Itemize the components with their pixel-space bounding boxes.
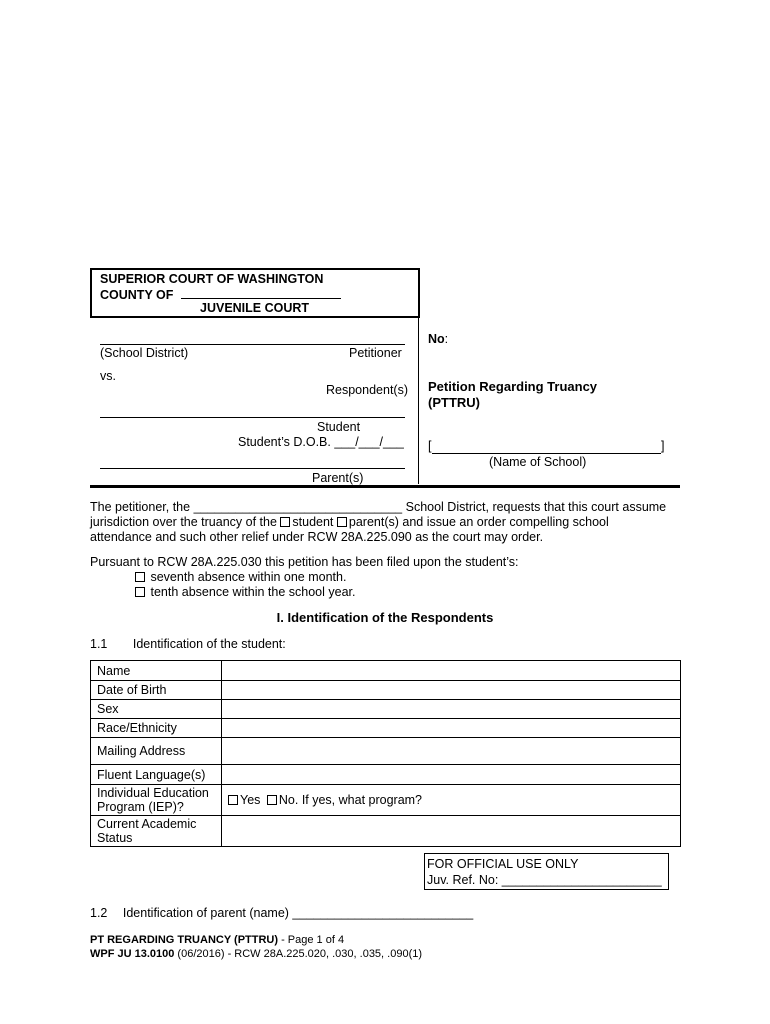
county-label-text: COUNTY OF: [100, 288, 174, 302]
school-name-label: (Name of School): [489, 455, 587, 469]
case-number-colon: :: [444, 332, 449, 346]
item-1-2-number: 1.2: [90, 906, 108, 920]
county-blank[interactable]: [181, 287, 341, 299]
row-label: Individual Education Program (IEP)?: [91, 785, 222, 816]
parents-checkbox[interactable]: [337, 517, 347, 527]
item-1-2-text[interactable]: Identification of parent (name) __________________________: [122, 906, 474, 920]
school-name-bracket-close: ]: [661, 439, 665, 453]
absence-paragraph: [90, 555, 690, 600]
race-field[interactable]: [222, 719, 681, 738]
iep-yes-label: Yes: [240, 793, 261, 807]
case-number-label: No: [428, 332, 445, 346]
caption-divider: [418, 316, 419, 484]
footer-title: PT REGARDING TRUANCY (PTTRU): [90, 934, 279, 946]
parent-name-blank[interactable]: [100, 468, 405, 469]
court-header-box: [90, 268, 420, 318]
student-dob: Student’s D.O.B. ___/___/___: [238, 435, 404, 449]
table-row: [91, 785, 681, 816]
tenth-absence-checkbox[interactable]: [135, 587, 145, 597]
section-heading: I. Identification of the Respondents: [276, 610, 494, 625]
caption-rule: [90, 485, 680, 488]
student-label: Student: [317, 420, 361, 434]
mailing-address-field[interactable]: [222, 738, 681, 765]
academic-status-field[interactable]: [222, 816, 681, 847]
school-district-blank[interactable]: [100, 344, 405, 345]
row-label: Mailing Address: [91, 738, 222, 765]
seventh-absence-checkbox[interactable]: [135, 572, 145, 582]
p2-text: Pursuant to RCW 28A.225.030 this petition has been filed upon the student’s:: [90, 555, 519, 569]
p1-line3: attendance and such other relief under RCW 28A.225.090 as the court may order.: [90, 530, 544, 544]
row-label: Current Academic Status: [91, 816, 222, 847]
iep-no-label: No. If yes, what program?: [278, 793, 423, 807]
table-row: [91, 681, 681, 700]
document-title: [428, 379, 597, 411]
table-row: [91, 738, 681, 765]
iep-no-checkbox[interactable]: [267, 795, 277, 805]
p1-parents: parent(s) and issue an order compelling school: [348, 515, 609, 529]
footer-form-rest: (06/2016) - RCW 28A.225.020, .030, .035, .090(1): [174, 948, 423, 960]
dob-field[interactable]: [222, 681, 681, 700]
iep-yes-checkbox[interactable]: [228, 795, 238, 805]
school-name-blank[interactable]: [432, 453, 661, 454]
row-label: Name: [91, 661, 222, 681]
row-label: Date of Birth: [91, 681, 222, 700]
footer-page: - Page 1 of 4: [278, 934, 345, 946]
sex-field[interactable]: [222, 700, 681, 719]
title-line1: Petition Regarding Truancy: [428, 379, 598, 394]
table-row: [91, 661, 681, 681]
case-number: [428, 332, 448, 346]
juv-ref-number[interactable]: Juv. Ref. No: _______________________: [427, 873, 662, 887]
table-row: [91, 719, 681, 738]
table-row: [91, 700, 681, 719]
p1-jurisdiction: jurisdiction over the truancy of the: [90, 515, 277, 529]
p1-student: student: [292, 515, 334, 529]
student-identification-table: [90, 660, 681, 847]
item-1-1-number: 1.1: [90, 637, 108, 651]
row-label: Race/Ethnicity: [91, 719, 222, 738]
item-1-1-text: Identification of the student:: [132, 637, 286, 651]
title-line2: (PTTRU): [428, 395, 480, 410]
footer-form-id: WPF JU 13.0100: [90, 948, 175, 960]
p1-end: School District, requests that this court assume: [405, 500, 667, 514]
table-row: [91, 816, 681, 847]
seventh-absence-label: seventh absence within one month.: [150, 570, 347, 584]
parents-label: Parent(s): [312, 471, 364, 485]
row-label: Fluent Language(s): [91, 765, 222, 785]
respondents-label: Respondent(s): [326, 383, 408, 397]
p1-start: The petitioner, the: [90, 500, 191, 514]
court-name: SUPERIOR COURT OF WASHINGTON: [100, 272, 324, 286]
juvenile-court: JUVENILE COURT: [200, 301, 310, 315]
item-1-1: [90, 637, 286, 651]
vs-label: vs.: [100, 369, 116, 383]
iep-field: [222, 785, 681, 816]
language-field[interactable]: [222, 765, 681, 785]
student-checkbox[interactable]: [280, 517, 290, 527]
name-field[interactable]: [222, 661, 681, 681]
official-use-box: [424, 853, 669, 890]
student-name-blank[interactable]: [100, 417, 405, 418]
school-name-bracket-open: [: [428, 439, 432, 453]
row-label: Sex: [91, 700, 222, 719]
petitioner-label: Petitioner: [349, 346, 402, 360]
tenth-absence-label: tenth absence within the school year.: [150, 585, 356, 599]
page-footer: [90, 933, 422, 961]
school-district-label: (School District): [100, 346, 189, 360]
table-row: [91, 765, 681, 785]
official-use-label: FOR OFFICIAL USE ONLY: [427, 857, 579, 871]
item-1-2: [90, 906, 473, 920]
county-label: [100, 287, 341, 302]
p1-school-district-blank[interactable]: ______________________________: [193, 500, 403, 514]
petition-paragraph: [90, 500, 690, 545]
